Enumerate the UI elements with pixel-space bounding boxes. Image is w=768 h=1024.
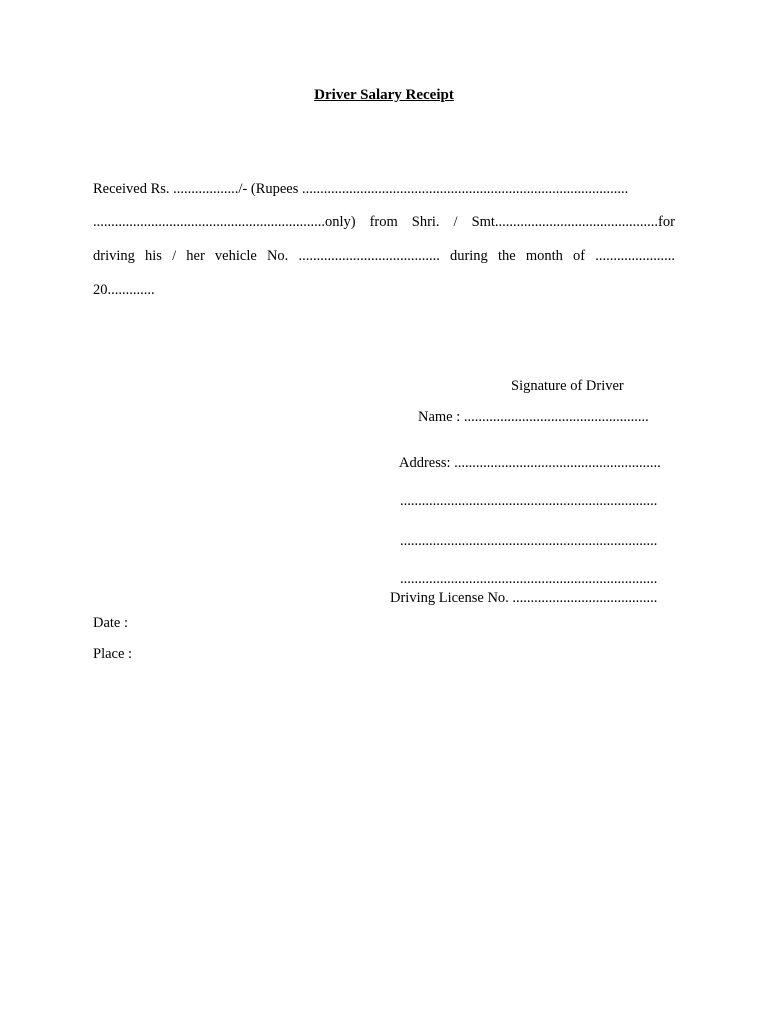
word: vehicle bbox=[214, 248, 257, 264]
word: from bbox=[369, 214, 398, 230]
word: Shri. bbox=[411, 214, 440, 230]
receipt-line-amount: Received Rs. ................../- (Rupees .......................................................................................... bbox=[93, 181, 629, 197]
date-label: Date : bbox=[93, 615, 129, 631]
driver-address-line-4: ....................................................................... bbox=[400, 571, 658, 587]
word: No. bbox=[266, 248, 289, 264]
word: / bbox=[453, 214, 458, 230]
receipt-line-year: 20............. bbox=[93, 282, 155, 298]
document-title: Driver Salary Receipt bbox=[314, 87, 454, 103]
word: his bbox=[145, 248, 162, 264]
signature-label: Signature of Driver bbox=[511, 378, 624, 394]
driver-address-line-2: ....................................................................... bbox=[400, 493, 658, 509]
driver-address-line-1: Address: ......................................................... bbox=[399, 455, 661, 471]
word: the bbox=[497, 248, 516, 264]
driver-address-line-3: ....................................................................... bbox=[400, 533, 658, 549]
word: her bbox=[186, 248, 205, 264]
word: of bbox=[573, 248, 586, 264]
receipt-line-vehicle bbox=[93, 248, 675, 265]
word: driving bbox=[93, 248, 135, 264]
word: Smt.............................................for bbox=[471, 214, 675, 230]
place-label: Place : bbox=[93, 646, 133, 662]
word: ................................................................only) bbox=[93, 214, 356, 230]
receipt-line-from bbox=[93, 214, 675, 231]
word: ...................... bbox=[595, 248, 675, 264]
word: ....................................... bbox=[298, 248, 440, 264]
word: month bbox=[525, 248, 563, 264]
word: during bbox=[449, 248, 488, 264]
word: / bbox=[172, 248, 177, 264]
driving-license-line: Driving License No. ........................................ bbox=[390, 590, 658, 606]
driver-name-line: Name : ................................................... bbox=[418, 409, 649, 425]
